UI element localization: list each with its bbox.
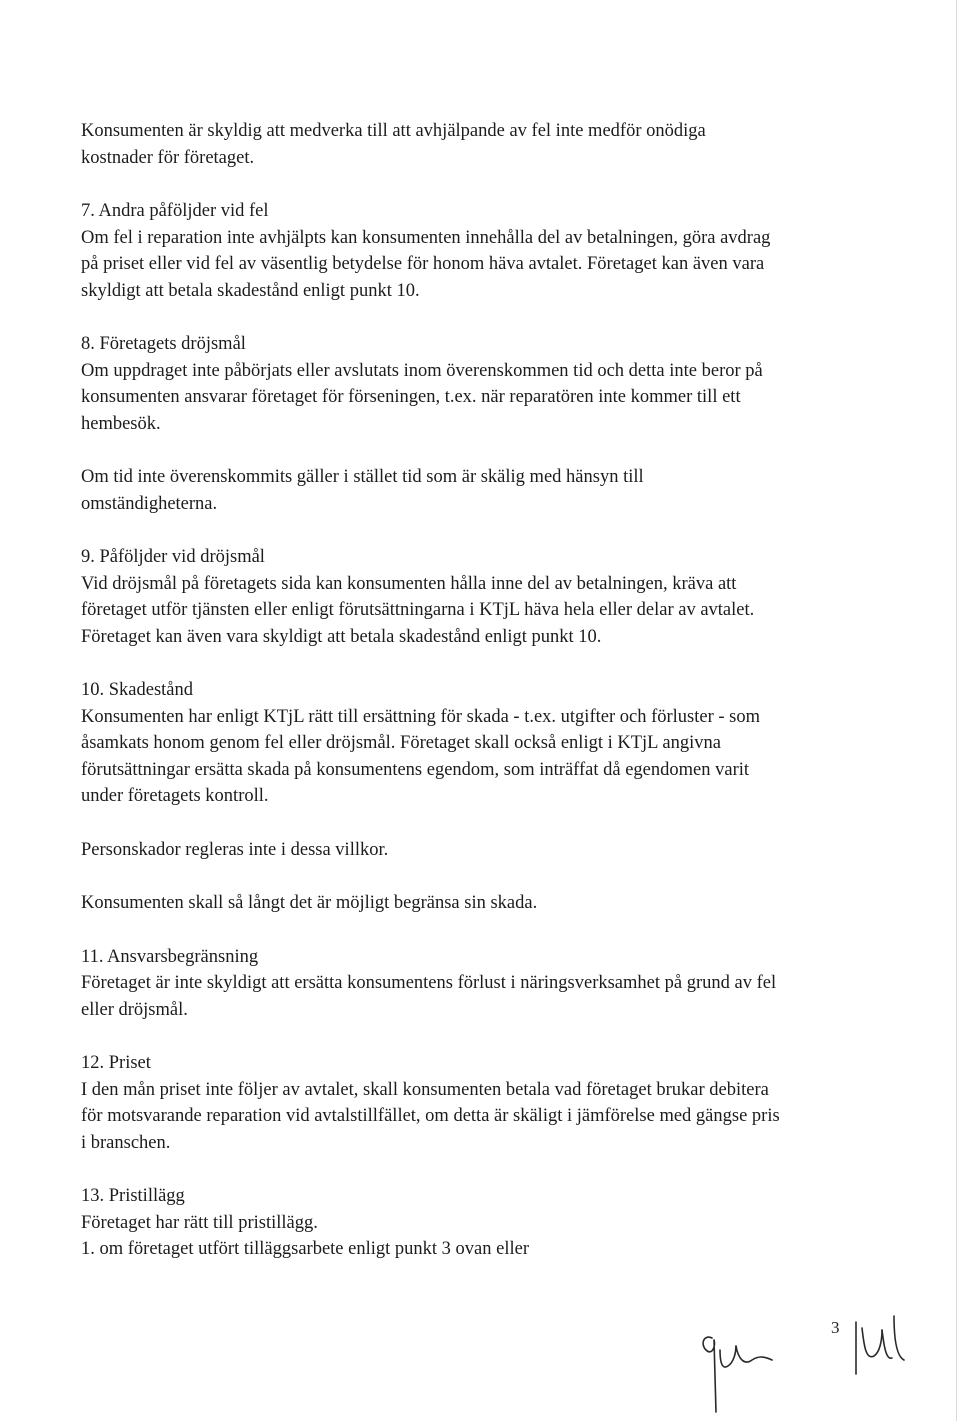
section-heading: 7. Andra påföljder vid fel — [81, 201, 269, 221]
text-line: Om uppdraget inte påbörjats eller avslutats inom överenskommen tid och detta inte beror på — [81, 360, 763, 381]
text-line: Konsumenten skall så långt det är möjligt begränsa sin skada. — [81, 893, 538, 913]
text-line: Företaget har rätt till pristillägg. — [81, 1212, 318, 1233]
initials-stroke — [882, 1330, 892, 1358]
section-heading: 9. Påföljder vid dröjsmål — [81, 547, 265, 567]
text-line: eller dröjsmål. — [81, 999, 188, 1020]
text-line: skyldigt att betala skadestånd enligt punkt 10. — [81, 280, 420, 301]
text-line: Om tid inte överenskommits gäller i stället tid som är skälig med hänsyn till — [81, 467, 644, 487]
text-line: i branschen. — [81, 1132, 171, 1153]
text-line: åsamkats honom genom fel eller dröjsmål. Företaget skall också enligt i KTjL angivna — [81, 733, 721, 753]
text-line: Personskador regleras inte i dessa villkor. — [81, 839, 389, 860]
text-line: under företagets kontroll. — [81, 786, 269, 806]
text-line: företaget utför tjänsten eller enligt förutsättningarna i KTjL häva hela eller delar av avtalet. — [81, 600, 755, 620]
text-line: kostnader för företaget. — [81, 147, 255, 168]
section-heading: 8. Företagets dröjsmål — [81, 334, 246, 354]
text-line: för motsvarande reparation vid avtalstillfället, om detta är skäligt i jämförelse med gängse pris — [81, 1106, 780, 1126]
initials-stroke — [862, 1328, 882, 1357]
initials-stroke — [703, 1337, 716, 1412]
text-line: omständigheterna. — [81, 493, 218, 514]
section-heading: 10. Skadestånd — [81, 680, 194, 700]
initials-stroke — [720, 1346, 736, 1367]
text-line: förutsättningar ersätta skada på konsumentens egendom, som inträffat då egendomen varit — [81, 759, 750, 780]
text-line: Vid dröjsmål på företagets sida kan konsumenten hålla inne del av betalningen, kräva att — [81, 573, 737, 594]
section-heading: 13. Pristillägg — [81, 1186, 185, 1206]
text-line: 1. om företaget utfört tilläggsarbete enligt punkt 3 ovan eller — [81, 1239, 529, 1259]
text-line: Företaget kan även vara skyldigt att betala skadestånd enligt punkt 10. — [81, 626, 602, 647]
text-line: konsumenten ansvarar företaget för förseningen, t.ex. när reparatören inte kommer till ett — [81, 387, 741, 407]
initials-stroke — [736, 1346, 772, 1362]
page-number: 3 — [831, 1318, 840, 1337]
text-line: på priset eller vid fel av väsentlig betydelse för honom häva avtalet. Företaget kan även vara — [81, 254, 765, 274]
text-line: Konsumenten har enligt KTjL rätt till ersättning för skada - t.ex. utgifter och förluster - som — [81, 706, 761, 727]
text-line: Företaget är inte skyldigt att ersätta konsumentens förlust i näringsverksamhet på grund av fel — [81, 973, 777, 993]
text-line: Konsumenten är skyldig att medverka till att avhjälpande av fel inte medför onödiga — [81, 121, 706, 141]
section-heading: 11. Ansvarsbegränsning — [81, 946, 259, 967]
text-line: hembesök. — [81, 413, 161, 434]
section-heading: 12. Priset — [81, 1053, 151, 1073]
initials-stroke — [894, 1316, 904, 1360]
text-line: Om fel i reparation inte avhjälpts kan konsumenten innehålla del av betalningen, göra avdrag — [81, 227, 771, 248]
text-line: I den mån priset inte följer av avtalet, skall konsumenten betala vad företaget brukar debitera — [81, 1079, 769, 1100]
